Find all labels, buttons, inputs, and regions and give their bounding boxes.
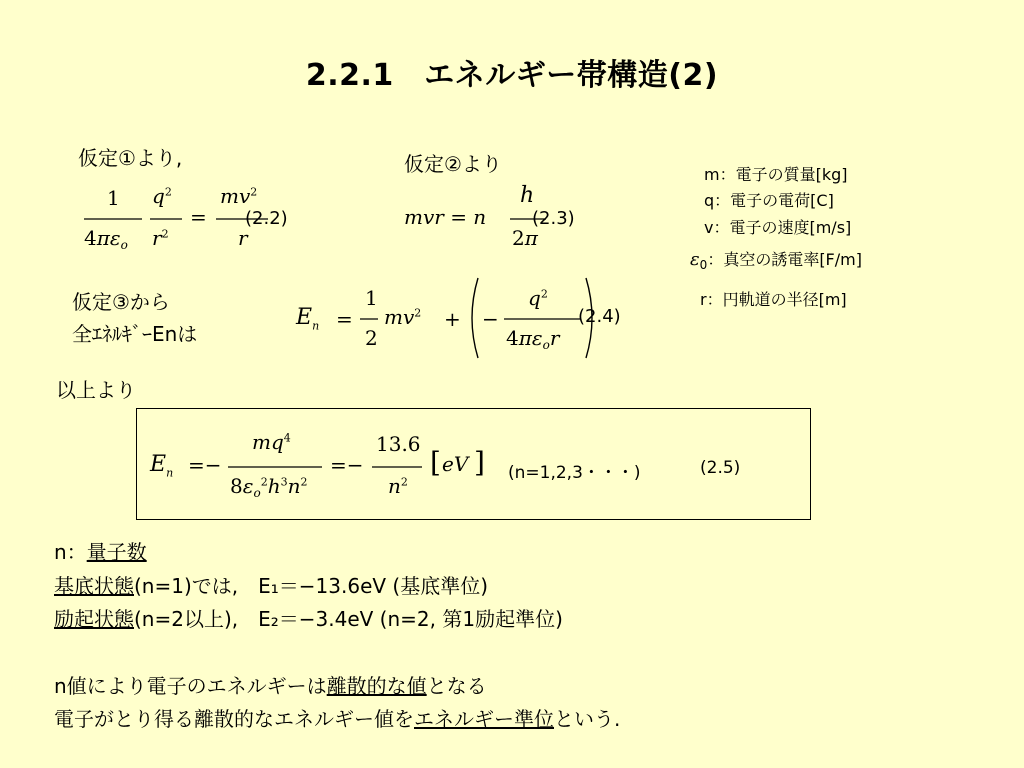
legend-eps xyxy=(690,247,862,272)
epsilon-subscript: 0 xyxy=(699,258,708,272)
ground-state-term: 基底状態 xyxy=(54,574,134,598)
eq24-number: (2.4) xyxy=(578,306,621,327)
eq23-number: (2.3) xyxy=(532,208,575,229)
ground-state-line xyxy=(54,570,488,599)
eq24-lhs: $E_n$ xyxy=(296,305,320,333)
eq25-bracket-open: [ xyxy=(430,446,441,479)
excited-state-text: (n=2以上), E₂＝−3.4eV (n=2, 第1励起準位) xyxy=(134,607,563,631)
eq25-line2 xyxy=(372,466,424,468)
eq24-minus: − xyxy=(482,307,499,331)
assumption2-label: 仮定②より xyxy=(404,152,502,176)
eq25-number: (2.5) xyxy=(700,458,741,478)
eq24-pot-num: $q^2$ xyxy=(528,286,548,310)
eq24-left-paren xyxy=(466,276,480,360)
eq25-den1: $8\varepsilon_o^2h^3n^2$ xyxy=(230,474,308,500)
eq25-den2: $n^2$ xyxy=(388,474,408,498)
quantum-number-term: 量子数 xyxy=(86,540,147,564)
excited-state-line xyxy=(54,603,563,632)
eq24-pot-line xyxy=(504,318,582,320)
eq24-kinetic: $mv^2$ xyxy=(384,305,422,329)
eq22-denominator-1: $4\pi\varepsilon_o$ xyxy=(84,226,128,252)
eq24-half-line xyxy=(360,318,380,320)
eq22-denominator-3: r xyxy=(238,226,248,250)
eq25-unit: eV xyxy=(442,452,469,476)
legend-eps-text: ：真空の誘電率[F/m] xyxy=(707,250,862,269)
eq24-plus: + xyxy=(444,307,461,331)
discrete-suffix: となる xyxy=(426,674,487,698)
legend-m: m：電子の質量[kg] xyxy=(704,165,848,184)
assumption3-label-line2: 全ｴﾈﾙｷﾞｰEnは xyxy=(72,322,198,346)
eq23-numerator: h xyxy=(520,183,535,208)
eq23-denominator: 2π xyxy=(512,226,538,250)
legend-r: r：円軌道の半径[m] xyxy=(700,290,847,309)
legend-q: q：電子の電荷[C] xyxy=(704,191,834,210)
ground-state-text: (n=1)では, E₁＝−13.6eV (基底準位) xyxy=(134,574,489,598)
discrete-values-line xyxy=(54,670,487,699)
energy-level-line xyxy=(54,703,620,732)
eq22-numerator-2: $q^2$ xyxy=(152,184,172,208)
eq25-condition: (n=1,2,3・・・) xyxy=(508,463,641,483)
eq25-eq1: =− xyxy=(188,453,222,477)
energy-level-term: エネルギー準位 xyxy=(414,707,554,731)
eq24-half-num: 1 xyxy=(365,286,378,310)
excited-state-term: 励起状態 xyxy=(54,607,134,631)
energy-level-prefix: 電子がとり得る離散的なエネルギー値を xyxy=(54,707,414,731)
quantum-number-line xyxy=(54,536,147,565)
eq22-fraction-line-2 xyxy=(150,218,184,220)
eq24-half-den: 2 xyxy=(365,326,378,350)
eq22-numerator-3: $mv^2$ xyxy=(220,184,258,208)
eq22-denominator-2: $r^2$ xyxy=(152,226,169,250)
eq22-equals: = xyxy=(190,205,207,229)
discrete-prefix: n値により電子のエネルギーは xyxy=(54,674,327,698)
legend-v: v：電子の速度[m/s] xyxy=(704,218,852,237)
eq22-fraction-line-1 xyxy=(84,218,144,220)
eq22-numerator-1: 1 xyxy=(107,186,120,210)
eq25-value: 13.6 xyxy=(376,432,421,456)
eq24-pot-den: $4\pi\varepsilon_or$ xyxy=(506,326,560,352)
therefore-label: 以上より xyxy=(56,378,136,402)
eq25-bracket-close: ] xyxy=(474,446,485,479)
eq25-line1 xyxy=(228,466,324,468)
page-title: 2.2.1 エネルギー帯構造(2) xyxy=(305,58,719,93)
eq25-lhs: $E_n$ xyxy=(150,452,174,480)
quantum-number-prefix: n： xyxy=(54,540,87,564)
eq25-eq2: =− xyxy=(330,453,364,477)
discrete-term: 離散的な値 xyxy=(326,674,427,698)
assumption3-label-line1: 仮定③から xyxy=(72,290,170,314)
assumption1-label: 仮定①より, xyxy=(78,146,183,170)
energy-level-suffix: という. xyxy=(554,707,621,731)
eq23-lhs: mvr = n xyxy=(404,205,487,229)
eq22-number: (2.2) xyxy=(245,208,288,229)
epsilon-symbol: ε xyxy=(690,249,700,270)
eq25-num1: $mq^4$ xyxy=(252,430,291,454)
eq24-equals: = xyxy=(336,307,353,331)
